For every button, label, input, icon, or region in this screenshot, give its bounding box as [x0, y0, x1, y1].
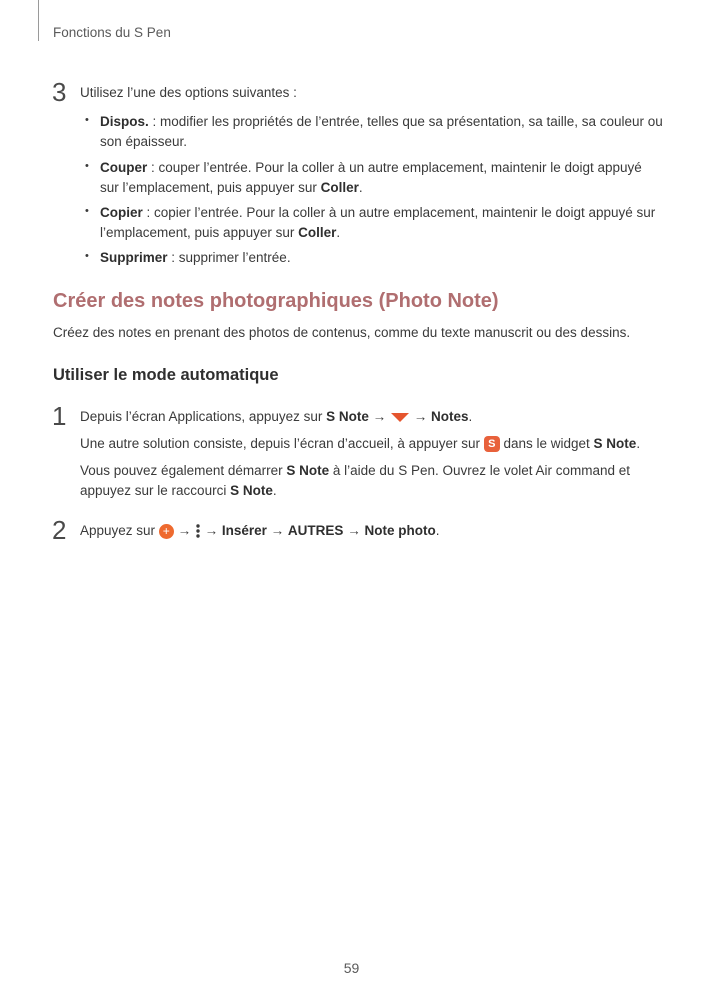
subsection-title: Utiliser le mode automatique	[53, 366, 279, 384]
step-text: Appuyez sur + → → Insérer → AUTRES → Note photo.	[80, 523, 440, 538]
step-text: Une autre solution consiste, depuis l’écran d’accueil, à appuyer sur S dans le widget S Note.	[80, 436, 641, 451]
step-number: 3	[52, 77, 67, 107]
page-number: 59	[343, 960, 360, 976]
step-number: 1	[52, 401, 67, 431]
step-text: Vous pouvez également démarrer S Note à l’aide du S Pen. Ouvrez le volet Air command et	[80, 463, 631, 478]
page-corner-line	[38, 0, 39, 41]
section-intro: Créez des notes en prenant des photos de contenus, comme du texte manuscrit ou des dessins.	[53, 325, 631, 340]
page-header: Fonctions du S Pen	[53, 25, 171, 40]
option-label: Supprimer	[100, 250, 168, 265]
list-item-continuation: l’emplacement, puis appuyer sur Coller.	[100, 225, 341, 240]
step-text: appuyez sur le raccourci S Note.	[80, 483, 277, 498]
plus-button-icon: +	[159, 524, 174, 539]
bullet-dot: •	[85, 250, 89, 262]
list-item-continuation: son épaisseur.	[100, 134, 188, 149]
list-item: Copier : copier l’entrée. Pour la coller à un autre emplacement, maintenir le doigt appuyé sur	[100, 205, 656, 220]
option-label: Copier	[100, 205, 143, 220]
dropdown-arrow-icon	[390, 411, 410, 423]
list-item: Couper : couper l’entrée. Pour la coller à un autre emplacement, maintenir le doigt appuyé	[100, 160, 642, 175]
list-item: Supprimer : supprimer l’entrée.	[100, 250, 291, 265]
more-options-icon	[195, 523, 201, 539]
option-label: Couper	[100, 160, 148, 175]
list-item: Dispos. : modifier les propriétés de l’entrée, telles que sa présentation, sa taille, sa couleur ou	[100, 114, 663, 129]
bullet-dot: •	[85, 160, 89, 172]
step-number: 2	[52, 515, 67, 545]
list-item-continuation: sur l’emplacement, puis appuyer sur Coller.	[100, 180, 363, 195]
bullet-dot: •	[85, 205, 89, 217]
step-text: Depuis l’écran Applications, appuyez sur S Note → → Notes.	[80, 409, 473, 424]
option-label: Dispos.	[100, 114, 149, 129]
bullet-dot: •	[85, 114, 89, 126]
step-text: Utilisez l’une des options suivantes :	[80, 85, 297, 100]
section-title: Créer des notes photographiques (Photo Note)	[53, 290, 499, 312]
s-note-app-icon: S	[484, 436, 500, 452]
